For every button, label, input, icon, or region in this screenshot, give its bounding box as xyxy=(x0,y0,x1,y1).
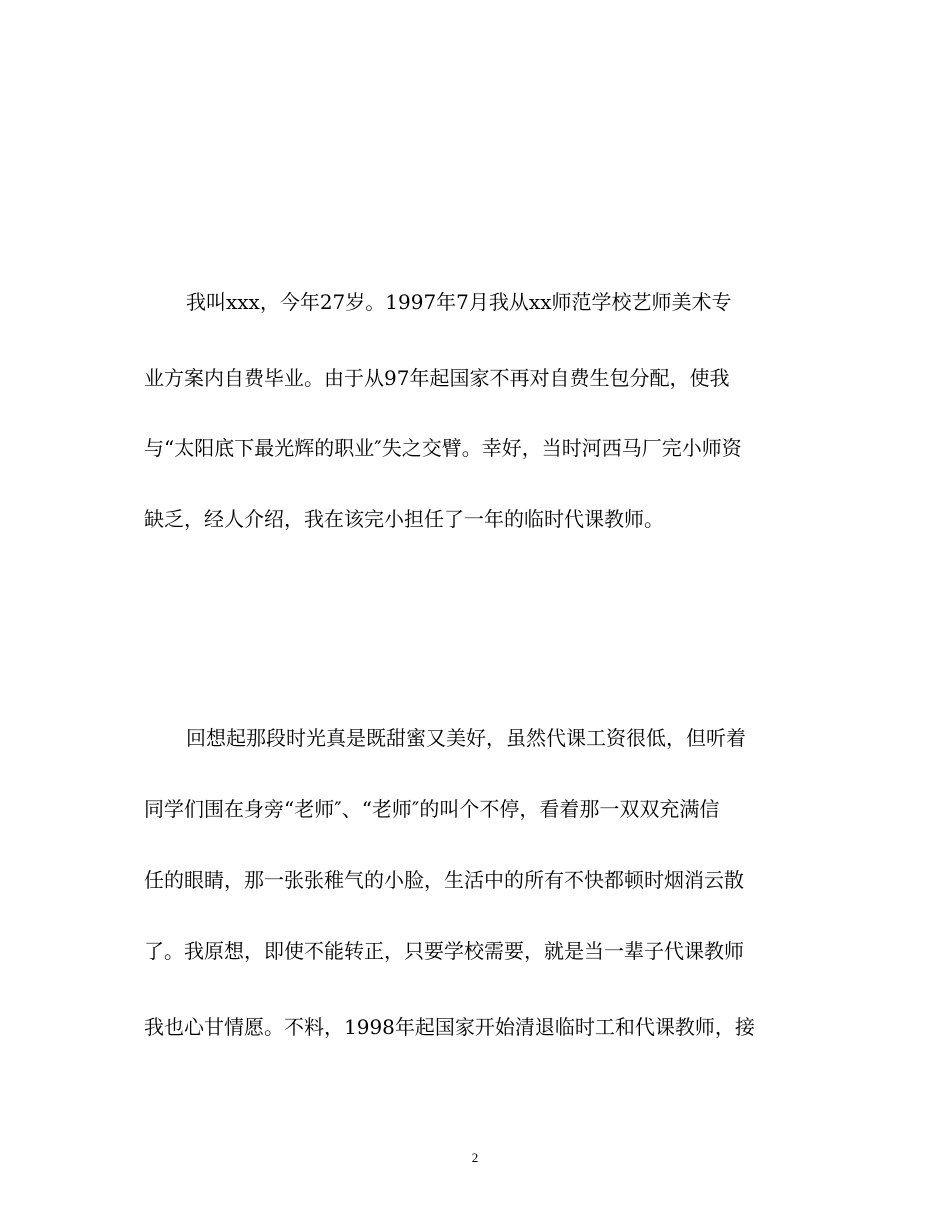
paragraph-2-line-3: 任的眼睛，那一张张稚气的小脸，生活中的所有不快都顿时烟消云散 xyxy=(144,868,744,892)
paragraph-2-line-4: 了。我原想，即使不能转正，只要学校需要，就是当一辈子代课教师 xyxy=(144,939,744,963)
paragraph-2-line-2: 同学们围在身旁“老师″、“老师″的叫个不停，看着那一双双充满信 xyxy=(144,797,720,821)
paragraph-1-line-1: 我叫xxx，今年27岁。1997年7月我从xx师范学校艺师美术专 xyxy=(186,290,732,314)
paragraph-2-line-5: 我也心甘情愿。不料，1998年起国家开始清退临时工和代课教师，接 xyxy=(144,1015,755,1039)
paragraph-1-line-3: 与“太阳底下最光辉的职业″失之交臂。幸好，当时河西马厂完小师资 xyxy=(144,436,742,460)
paragraph-1-line-2: 业方案内自费毕业。由于从97年起国家不再对自费生包分配，使我 xyxy=(144,366,730,390)
paragraph-2-line-1: 回想起那段时光真是既甜蜜又美好，虽然代课工资很低，但听着 xyxy=(186,726,746,750)
page-number: 2 xyxy=(471,1150,479,1165)
paragraph-1-line-4: 缺乏，经人介绍，我在该完小担任了一年的临时代课教师。 xyxy=(144,507,664,531)
